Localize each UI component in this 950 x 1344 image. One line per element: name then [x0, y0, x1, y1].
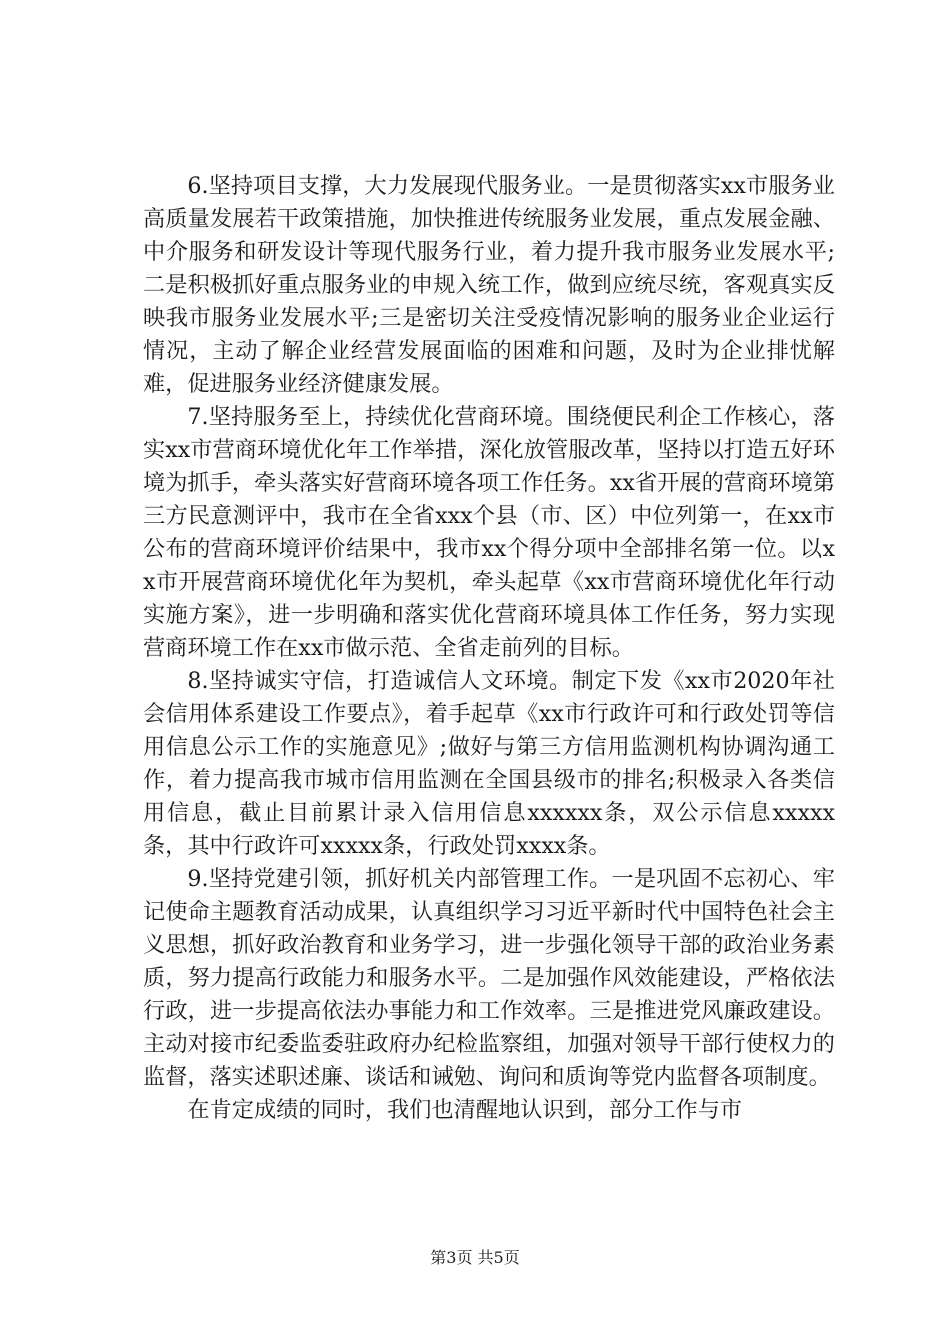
paragraph-service-industry: 6.坚持项目支撑，大力发展现代服务业。一是贯彻落实xx市服务业高质量发展若干政策措施，加快推进传统服务业发展，重点发展金融、中介服务和研发设计等现代服务行业，着力提升我市服务业发展水平;二是积极抓好重点服务业的申规入统工作，做到应统尽统，客观真实反映我市服务业发展水平;三是密切关注受疫情况影响的服务业企业运行情况，主动了解企业经营发展面临的困难和问题，及时为企业排忧解难，促进服务业经济健康发展。	[143, 173, 835, 397]
paragraph-credit-environment: 8.坚持诚实守信，打造诚信人文环境。制定下发《xx市2020年社会信用体系建设工作要点》，着手起草《xx市行政许可和行政处罚等信用信息公示工作的实施意见》;做好与第三方信用监测机构协调沟通工作，着力提高我市城市信用监测在全国县级市的排名;积极录入各类信用信息，截止目前累计录入信用信息xxxxxx条，双公示信息xxxxx条，其中行政许可xxxxx条，行政处罚xxxx条。	[143, 668, 835, 859]
paragraph-business-environment: 7.坚持服务至上，持续优化营商环境。围绕便民利企工作核心，落实xx市营商环境优化年工作举措，深化放管服改革，坚持以打造五好环境为抓手，牵头落实好营商环境各项工作任务。xx省开展的营商环境第三方民意测评中，我市在全省xxx个县（市、区）中位列第一，在xx市公布的营商环境评价结果中，我市xx个得分项中全部排名第一位。以xx市开展营商环境优化年为契机，牵头起草《xx市营商环境优化年行动实施方案》，进一步明确和落实优化营商环境具体工作任务，努力实现营商环境工作在xx市做示范、全省走前列的目标。	[143, 404, 835, 661]
document-body	[143, 170, 835, 1127]
page-number-footer: 第3页 共5页	[430, 1248, 520, 1267]
paragraph-party-building: 9.坚持党建引领，抓好机关内部管理工作。一是巩固不忘初心、牢记使命主题教育活动成果，认真组织学习习近平新时代中国特色社会主义思想，抓好政治教育和业务学习，进一步强化领导干部的政治业务素质，努力提高行政能力和服务水平。二是加强作风效能建设，严格依法行政，进一步提高依法办事能力和工作效率。三是推进党风廉政建设。主动对接市纪委监委驻政府办纪检监察组，加强对领导干部行使权力的监督，落实述职述廉、谈话和诫勉、询问和质询等党内监督各项制度。	[143, 866, 835, 1090]
paragraph-closing: 在肯定成绩的同时，我们也清醒地认识到，部分工作与市	[187, 1097, 743, 1123]
